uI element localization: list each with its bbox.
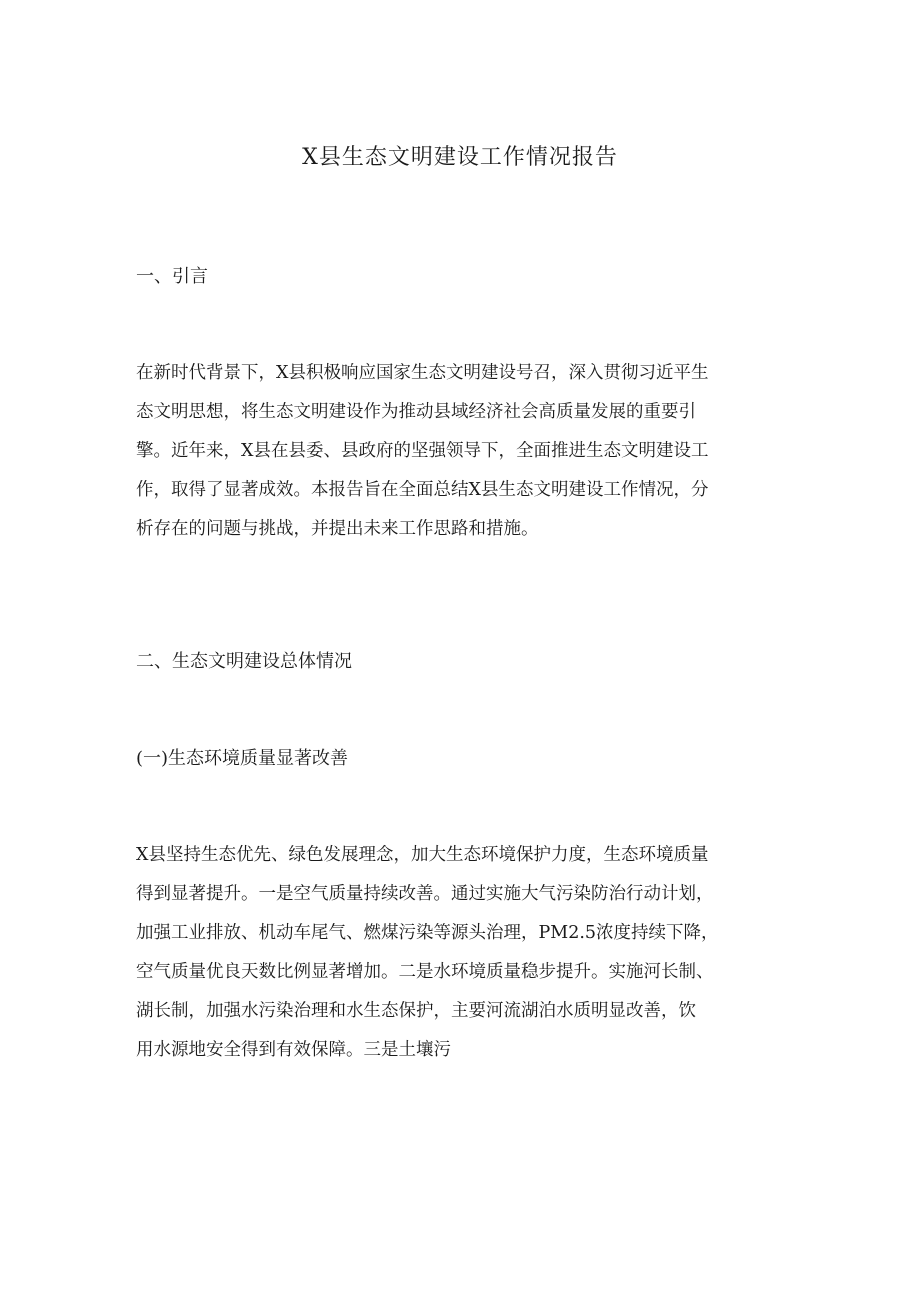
section-heading-introduction: 一、引言: [136, 266, 208, 287]
paragraph-line: 态文明思想，将生态文明建设作为推动县域经济社会高质量发展的重要引: [136, 402, 696, 422]
paragraph-line: 擎。近年来，X县在县委、县政府的坚强领导下，全面推进生态文明建设工: [136, 441, 709, 461]
paragraph-line: 用水源地安全得到有效保障。三是土壤污: [136, 1040, 451, 1060]
section-heading-overall-situation: 二、生态文明建设总体情况: [136, 651, 352, 672]
paragraph-line: X县坚持生态优先、绿色发展理念，加大生态环境保护力度，生态环境质量: [136, 845, 709, 865]
document-title: X县生态文明建设工作情况报告: [302, 145, 618, 170]
paragraph-line: 作，取得了显著成效。本报告旨在全面总结X县生态文明建设工作情况，分: [136, 480, 709, 500]
paragraph-line: 湖长制，加强水污染治理和水生态保护，主要河流湖泊水质明显改善，饮: [136, 1001, 696, 1021]
paragraph-line: 加强工业排放、机动车尾气、燃煤污染等源头治理，PM2.5浓度持续下降，: [136, 923, 719, 943]
paragraph-line: 空气质量优良天数比例显著增加。二是水环境质量稳步提升。实施河长制、: [136, 962, 714, 982]
environment-quality-paragraph: [136, 836, 786, 1070]
paragraph-line: 析存在的问题与挑战，并提出未来工作思路和措施。: [136, 519, 539, 539]
subsection-heading-environment-quality: (一)生态环境质量显著改善: [136, 748, 349, 769]
paragraph-line: 在新时代背景下，X县积极响应国家生态文明建设号召，深入贯彻习近平生: [136, 363, 709, 383]
paragraph-line: 得到显著提升。一是空气质量持续改善。通过实施大气污染防治行动计划，: [136, 884, 714, 904]
introduction-paragraph: [136, 354, 786, 549]
